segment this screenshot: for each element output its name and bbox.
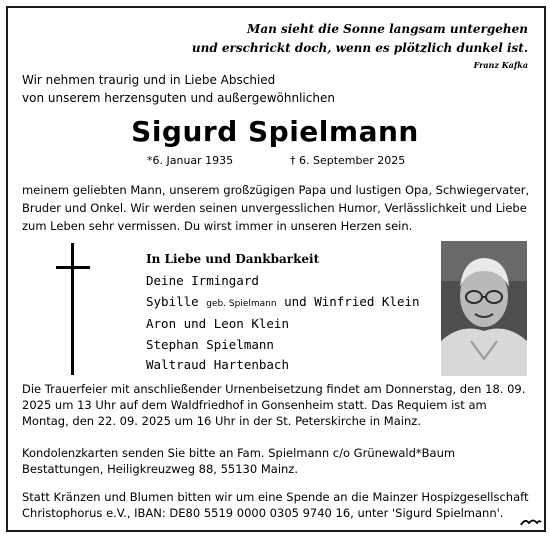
- funeral-details: Die Trauerfeier mit anschließender Urnenbeisetzung findet am Donnerstag, den 18. 09. 2025 um 13 Uhr auf dem Waldfriedhof in Gonsenheim statt. Das Requiem ist am Montag, den 22. 09. 2025 um 16 Uhr in der St. Peterskirche in Mainz.: [22, 382, 526, 428]
- quote-line-2: und erschrickt doch, wenn es plötzlich dunkel ist.: [191, 41, 528, 55]
- death-date: † 6. September 2025: [290, 154, 406, 167]
- mourner-5: Waltraud Hartenbach: [146, 357, 289, 372]
- quote-author: Franz Kafka: [473, 60, 528, 70]
- intro-text: [22, 71, 335, 107]
- birth-date: *6. Januar 1935: [147, 154, 234, 167]
- mourner-1: Deine Irmingard: [146, 273, 259, 288]
- donation-request: Statt Kränzen und Blumen bitten wir um eine Spende an die Mainzer Hospizgesellschaft Christophorus e.V., IBAN: DE80 5519 0000 0305 9740 16, unter 'Sigurd Spielmann'.: [22, 490, 529, 520]
- deceased-name: Sigurd Spielmann: [131, 115, 419, 148]
- mourner-2-name: Sybille: [146, 293, 199, 309]
- publisher-logo-icon: [520, 517, 542, 530]
- mourners-block: [146, 252, 420, 376]
- mourners-title: In Liebe und Dankbarkeit: [146, 252, 320, 266]
- condolence-address: Kondolenzkarten senden Sie bitte an Fam. Spielmann c/o Grünewald*Baum Bestattungen, Heiligkreuzweg 88, 55130 Mainz.: [22, 446, 456, 476]
- mourner-2: [146, 292, 420, 315]
- portrait-illustration: [441, 241, 527, 376]
- cross-horizontal-bar: [56, 266, 90, 269]
- publisher-logo-mark: [520, 517, 542, 527]
- mourner-2-maiden: geb. Spielmann: [206, 298, 277, 309]
- quote-line-1: Man sieht die Sonne langsam untergehen: [247, 22, 528, 36]
- mourner-3: Aron und Leon Klein: [146, 316, 289, 331]
- epigraph: [192, 20, 528, 72]
- intro-line-2: von unserem herzensguten und außergewöhnlichen: [22, 91, 335, 105]
- portrait-photo: [441, 241, 527, 376]
- mourner-4: Stephan Spielmann: [146, 336, 274, 352]
- tribute-text: meinem geliebten Mann, unserem großzügigen Papa und lustigen Opa, Schwiegervater, Bruder und Onkel. Wir werden seinen unvergesslichen Humor, Verlässlichkeit und Liebe zum Leben sehr vermissen. Du wirst immer in unseren Herzen sein.: [22, 183, 530, 233]
- cross-vertical-bar: [71, 243, 74, 375]
- mourner-2-partner: und Winfried Klein: [284, 293, 420, 309]
- intro-line-1: Wir nehmen traurig und in Liebe Abschied: [22, 73, 276, 87]
